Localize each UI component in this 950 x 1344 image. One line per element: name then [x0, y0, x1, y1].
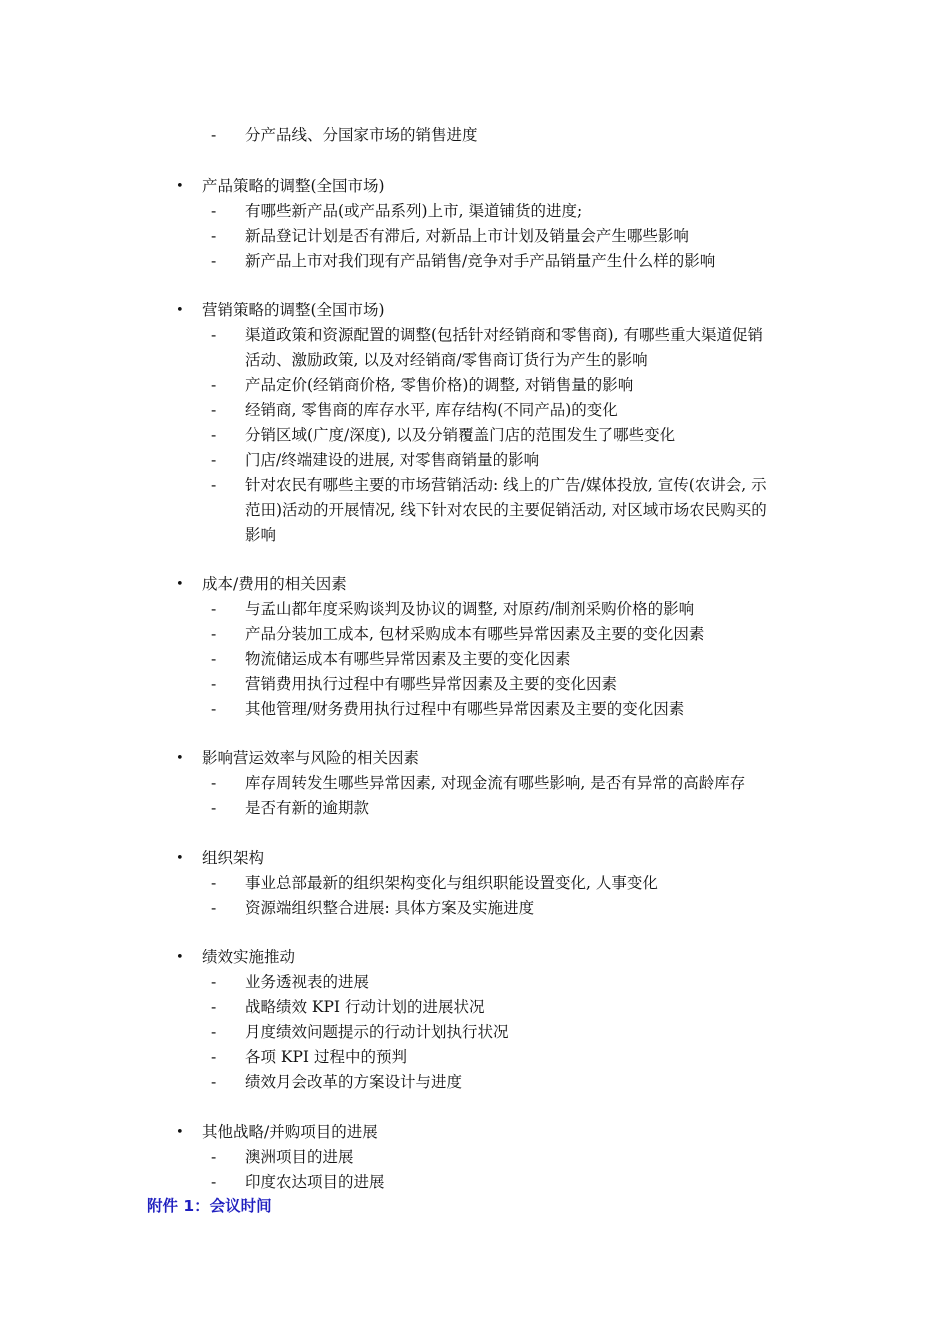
list-item [0, 523, 950, 548]
list-item [0, 647, 950, 672]
section-heading [0, 1120, 950, 1145]
dash-icon: - [211, 227, 217, 245]
list-item-text: 有哪些新产品(或产品系列)上市, 渠道铺货的进度; [245, 202, 583, 220]
dash-icon: - [211, 650, 217, 668]
section-title: 营销策略的调整(全国市场) [202, 301, 385, 319]
dash-icon: - [211, 998, 217, 1016]
dash-icon: - [211, 973, 217, 991]
section-heading [0, 174, 950, 199]
list-item-text: 范田)活动的开展情况, 线下针对农民的主要促销活动, 对区域市场农民购买的 [245, 501, 767, 519]
list-item-text: 新产品上市对我们现有产品销售/竞争对手产品销量产生什么样的影响 [245, 252, 716, 270]
dash-icon: - [211, 700, 217, 718]
section-title: 影响营运效率与风险的相关因素 [202, 749, 420, 767]
list-item [0, 1045, 950, 1070]
dash-icon: - [211, 600, 217, 618]
dash-icon: - [211, 252, 217, 270]
list-item-text: 产品定价(经销商价格, 零售价格)的调整, 对销售量的影响 [245, 376, 634, 394]
dash-icon: - [211, 874, 217, 892]
dash-icon: - [211, 799, 217, 817]
list-item-text: 分产品线、分国家市场的销售进度 [245, 126, 478, 144]
dash-icon: - [211, 451, 217, 469]
section-title: 其他战略/并购项目的进展 [202, 1123, 378, 1141]
list-item-text: 业务透视表的进展 [245, 973, 370, 991]
section-heading [0, 846, 950, 871]
list-item [0, 199, 950, 224]
list-item-text: 其他管理/财务费用执行过程中有哪些异常因素及主要的变化因素 [245, 700, 685, 718]
dash-icon: - [211, 1048, 217, 1066]
bullet-icon: • [176, 577, 184, 592]
list-item [0, 398, 950, 423]
dash-icon: - [211, 126, 217, 144]
section-title: 成本/费用的相关因素 [202, 575, 347, 593]
list-item [0, 1070, 950, 1095]
list-item-text: 战略绩效 KPI 行动计划的进展状况 [245, 998, 485, 1016]
list-item [0, 896, 950, 921]
bullet-icon: • [176, 179, 184, 194]
list-item-text: 活动、激励政策, 以及对经销商/零售商订货行为产生的影响 [245, 351, 648, 369]
section-title: 组织架构 [202, 849, 265, 867]
list-item [0, 1020, 950, 1045]
list-item-text: 渠道政策和资源配置的调整(包括针对经销商和零售商), 有哪些重大渠道促销 [245, 326, 763, 344]
bullet-icon: • [176, 1125, 184, 1140]
list-item-text: 分销区域(广度/深度), 以及分销覆盖门店的范围发生了哪些变化 [245, 426, 676, 444]
list-item [0, 1145, 950, 1170]
list-item-text: 印度农达项目的进展 [245, 1173, 385, 1191]
list-item-text: 事业总部最新的组织架构变化与组织职能设置变化, 人事变化 [245, 874, 658, 892]
dash-icon: - [211, 1173, 217, 1191]
list-item [0, 672, 950, 697]
list-item [0, 771, 950, 796]
section-title: 产品策略的调整(全国市场) [202, 177, 385, 195]
dash-icon: - [211, 401, 217, 419]
appendix-heading: 附件 1：会议时间 [147, 1197, 272, 1215]
section-title: 绩效实施推动 [202, 948, 296, 966]
list-item-text: 澳洲项目的进展 [245, 1148, 354, 1166]
bullet-icon: • [176, 950, 184, 965]
list-item-text: 是否有新的逾期款 [245, 799, 370, 817]
list-item [0, 373, 950, 398]
list-item-text: 影响 [245, 526, 277, 544]
list-item-text: 与孟山都年度采购谈判及协议的调整, 对原药/制剂采购价格的影响 [245, 600, 695, 618]
dash-icon: - [211, 426, 217, 444]
section-heading [0, 746, 950, 771]
dash-icon: - [211, 202, 217, 220]
list-item [0, 348, 950, 373]
list-item [0, 597, 950, 622]
list-item-text: 月度绩效问题提示的行动计划执行状况 [245, 1023, 509, 1041]
list-item-text: 资源端组织整合进展: 具体方案及实施进度 [245, 899, 535, 917]
list-item-text: 各项 KPI 过程中的预判 [245, 1048, 407, 1066]
list-item-text: 营销费用执行过程中有哪些异常因素及主要的变化因素 [245, 675, 618, 693]
dash-icon: - [211, 625, 217, 643]
section-heading [0, 572, 950, 597]
list-item [0, 995, 950, 1020]
list-item [0, 871, 950, 896]
list-item [0, 323, 950, 348]
list-item [0, 249, 950, 274]
list-item [0, 1170, 950, 1195]
list-item [0, 123, 950, 148]
bullet-icon: • [176, 303, 184, 318]
list-item [0, 448, 950, 473]
dash-icon: - [211, 1148, 217, 1166]
list-item [0, 473, 950, 498]
list-item-text: 物流储运成本有哪些异常因素及主要的变化因素 [245, 650, 571, 668]
dash-icon: - [211, 675, 217, 693]
section-heading [0, 945, 950, 970]
list-item [0, 224, 950, 249]
list-item-text: 新品登记计划是否有滞后, 对新品上市计划及销量会产生哪些影响 [245, 227, 689, 245]
dash-icon: - [211, 476, 217, 494]
dash-icon: - [211, 1073, 217, 1091]
list-item [0, 796, 950, 821]
dash-icon: - [211, 899, 217, 917]
dash-icon: - [211, 1023, 217, 1041]
dash-icon: - [211, 774, 217, 792]
list-item [0, 622, 950, 647]
bullet-icon: • [176, 751, 184, 766]
list-item [0, 423, 950, 448]
list-item-text: 库存周转发生哪些异常因素, 对现金流有哪些影响, 是否有异常的高龄库存 [245, 774, 746, 792]
dash-icon: - [211, 376, 217, 394]
list-item-text: 经销商, 零售商的库存水平, 库存结构(不同产品)的变化 [245, 401, 618, 419]
list-item [0, 498, 950, 523]
section-heading [0, 298, 950, 323]
list-item-text: 门店/终端建设的进展, 对零售商销量的影响 [245, 451, 540, 469]
list-item-text: 绩效月会改革的方案设计与进度 [245, 1073, 463, 1091]
bullet-icon: • [176, 851, 184, 866]
list-item [0, 970, 950, 995]
list-item-text: 产品分装加工成本, 包材采购成本有哪些异常因素及主要的变化因素 [245, 625, 705, 643]
list-item-text: 针对农民有哪些主要的市场营销活动: 线上的广告/媒体投放, 宣传(农讲会, 示 [245, 476, 767, 494]
dash-icon: - [211, 326, 217, 344]
list-item [0, 697, 950, 722]
